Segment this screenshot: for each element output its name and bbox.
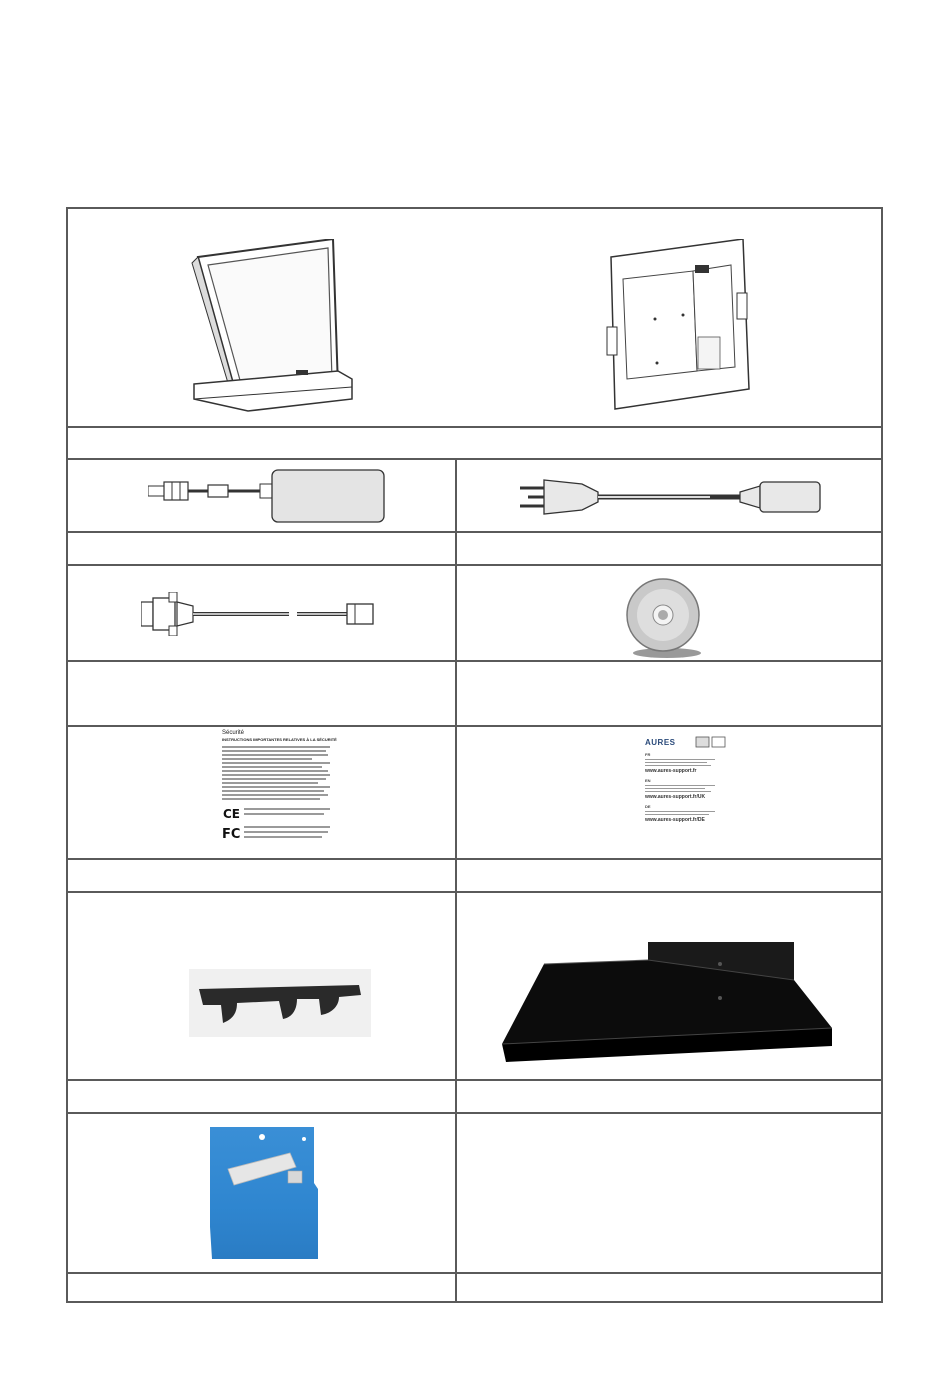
row-divider <box>68 564 881 566</box>
row-divider <box>68 725 881 727</box>
safety-sheet-image <box>222 730 337 854</box>
device-icons-icon <box>695 736 727 748</box>
support-lang-de: DE <box>645 804 651 809</box>
support-url-fr: www.aures-support.fr <box>645 768 697 774</box>
aures-logo: AURES <box>645 737 676 747</box>
stand-base-image <box>498 936 858 1068</box>
power-adapter-caption <box>68 500 455 531</box>
serial-cable-image <box>141 592 381 636</box>
driver-cd-image <box>625 569 705 659</box>
svg-text:CE: CE <box>223 807 241 821</box>
safety-sheet-caption <box>68 860 455 891</box>
monitor-back-image <box>603 239 753 411</box>
support-url-de: www.aures-support.fr/DE <box>645 817 705 823</box>
compliance-logos-icon <box>222 804 334 844</box>
svg-text:FC: FC <box>222 827 241 842</box>
serial-cable-caption <box>68 662 455 725</box>
row-divider <box>68 458 881 460</box>
support-lang-en: EN <box>645 778 651 783</box>
mounting-plate-image <box>210 1127 320 1259</box>
support-url-en: www.aures-support.fr/UK <box>645 794 706 800</box>
cable-clip-image <box>189 969 371 1037</box>
packing-list-table <box>66 207 883 1303</box>
safety-sheet-heading: Sécurité <box>222 730 245 736</box>
monitor-caption <box>68 428 883 458</box>
mounting-plate-caption <box>68 1274 455 1303</box>
row-divider <box>68 531 881 533</box>
support-lang-fr: FR <box>645 752 651 757</box>
support-card-caption <box>457 860 883 891</box>
row-divider <box>68 1112 881 1114</box>
safety-sheet-subheading: INSTRUCTIONS IMPORTANTES RELATIVES À LA SÉCURITÉ <box>222 737 337 742</box>
row-divider <box>68 891 881 893</box>
stand-base-caption <box>457 1081 883 1112</box>
cable-clip-caption <box>68 1081 455 1112</box>
power-cord-caption <box>457 500 883 531</box>
monitor-front-image <box>188 239 378 414</box>
support-card-image <box>645 736 727 854</box>
driver-cd-caption <box>457 662 883 725</box>
